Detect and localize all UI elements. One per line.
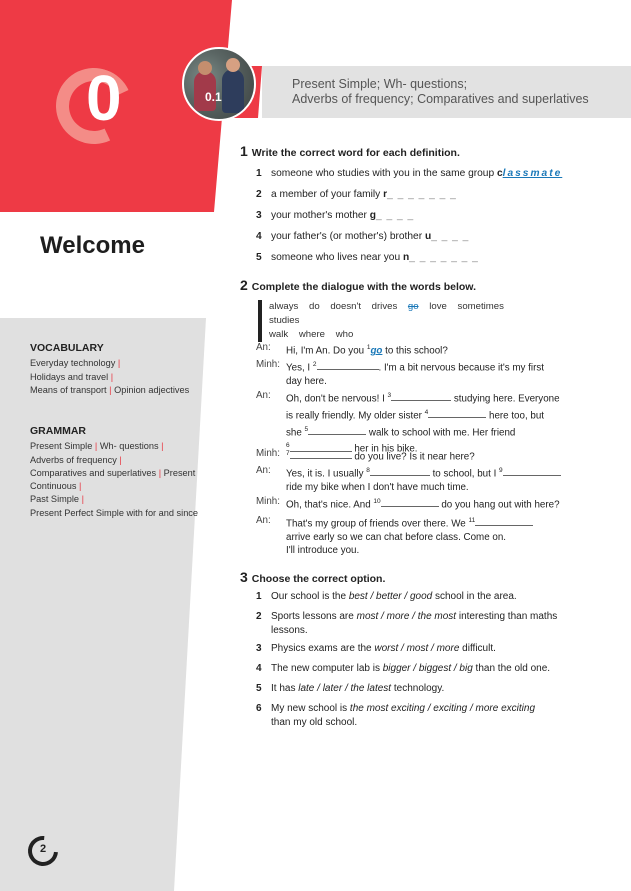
exercise-instruction: Complete the dialogue with the words below. [251,281,477,293]
word-option: love [429,301,447,312]
lesson-number: 0.1 [205,90,222,104]
answer-field[interactable]: _ _ _ _ [376,210,415,221]
speaker: Minh: [256,496,280,507]
answer-gap[interactable] [317,360,379,370]
exercise-number: 1 [240,143,248,159]
word-option: drives [371,301,398,312]
ex1-item: 4 your father's (or mother's) brother u_ _ _ _ [256,231,470,242]
word-option-used: go [407,301,419,312]
lesson-title-line2: Adverbs of frequency; Comparatives and superlatives [292,92,589,106]
answer-field[interactable]: _ _ _ _ _ _ _ [409,252,479,263]
speaker: An: [256,515,271,526]
exercise-instruction: Write the correct word for each definition. [251,147,460,159]
ex1-item: 2 a member of your family r_ _ _ _ _ _ _ [256,189,457,200]
speaker: An: [256,390,271,401]
grammar-heading: GRAMMAR [30,425,86,437]
ex1-item: 5 someone who lives near you n_ _ _ _ _ _ _ [256,252,479,263]
option-choices[interactable]: worst / most / more [374,643,460,654]
grammar-item: Wh- questions [99,441,159,452]
grammar-item: Past Simple [30,494,80,505]
word-option: studies [269,315,300,326]
answer-gap[interactable] [370,466,430,476]
exercise-number: 2 [240,277,248,293]
exercise-2-title [240,277,476,293]
vocab-item: Means of transport [30,384,107,395]
answer-field[interactable]: lassmate [502,168,563,179]
answer-gap[interactable] [503,466,561,476]
word-option: always [269,301,299,312]
vocab-item: Everyday technology [30,358,116,369]
exercise-instruction: Choose the correct option. [251,573,386,585]
vocab-item: Holidays and travel [30,371,109,382]
answer-gap[interactable] [381,497,439,507]
option-choices[interactable]: best / better / good [348,591,433,602]
word-box [258,300,548,342]
unit-number: 0 [86,62,122,134]
lesson-photo [182,47,256,121]
vocabulary-block: VOCABULARY Everyday technology | Holidays and travel | Means of transport | Opinion adjectives [30,342,200,397]
grammar-item: Comparatives and superlatives [30,467,157,478]
word-option: do [309,301,320,312]
speaker: An: [256,342,271,353]
option-choices[interactable]: late / later / the latest [298,683,392,694]
speaker: Minh: [256,359,280,370]
exercise-1-title [240,143,460,159]
option-choices[interactable]: the most exciting / exciting / more exciting [349,703,535,714]
word-option: sometimes [457,301,504,312]
exercise-number: 3 [240,569,248,585]
answer-gap[interactable] [475,516,533,526]
option-choices[interactable]: bigger / biggest / big [382,663,473,674]
word-option: doesn't [330,301,361,312]
answer-field[interactable]: _ _ _ _ [431,231,470,242]
answer-gap[interactable] [428,408,486,418]
example-answer: go [370,345,383,357]
speaker: Minh: [256,448,280,459]
sidebar-panel [0,318,206,891]
word-option: walk [269,329,289,340]
speaker: An: [256,465,271,476]
answer-field[interactable]: _ _ _ _ _ _ _ [387,189,457,200]
answer-gap[interactable] [290,449,352,459]
grammar-item: Present Simple [30,441,93,452]
page-number: 2 [39,843,47,855]
ex1-item: 1 someone who studies with you in the same group classmate [256,168,563,179]
vocab-item: Opinion adjectives [114,384,190,395]
grammar-item: Present Continuous [30,467,196,492]
grammar-item: Present Perfect Simple with for and since [30,507,199,518]
vocabulary-heading: VOCABULARY [30,342,104,354]
welcome-heading: Welcome [40,232,145,259]
answer-gap[interactable] [308,425,366,435]
lesson-title-line1: Present Simple; Wh- questions; [292,77,468,91]
page-number-badge [28,836,58,866]
option-choices[interactable]: most / more / the most [356,611,457,622]
answer-gap[interactable] [391,391,451,401]
exercise-3-title [240,569,385,585]
ex1-item: 3 your mother's mother g_ _ _ _ [256,210,415,221]
grammar-block: GRAMMAR Present Simple | Wh- questions | Adverbs of frequency | Comparatives and superlatives | Present Continuous | Past Simple | Present Perfect Simple with for and since [30,425,199,518]
lesson-title [292,77,589,107]
grammar-item: Adverbs of frequency [30,454,117,465]
word-option: where [298,329,326,340]
word-option: who [335,329,354,340]
